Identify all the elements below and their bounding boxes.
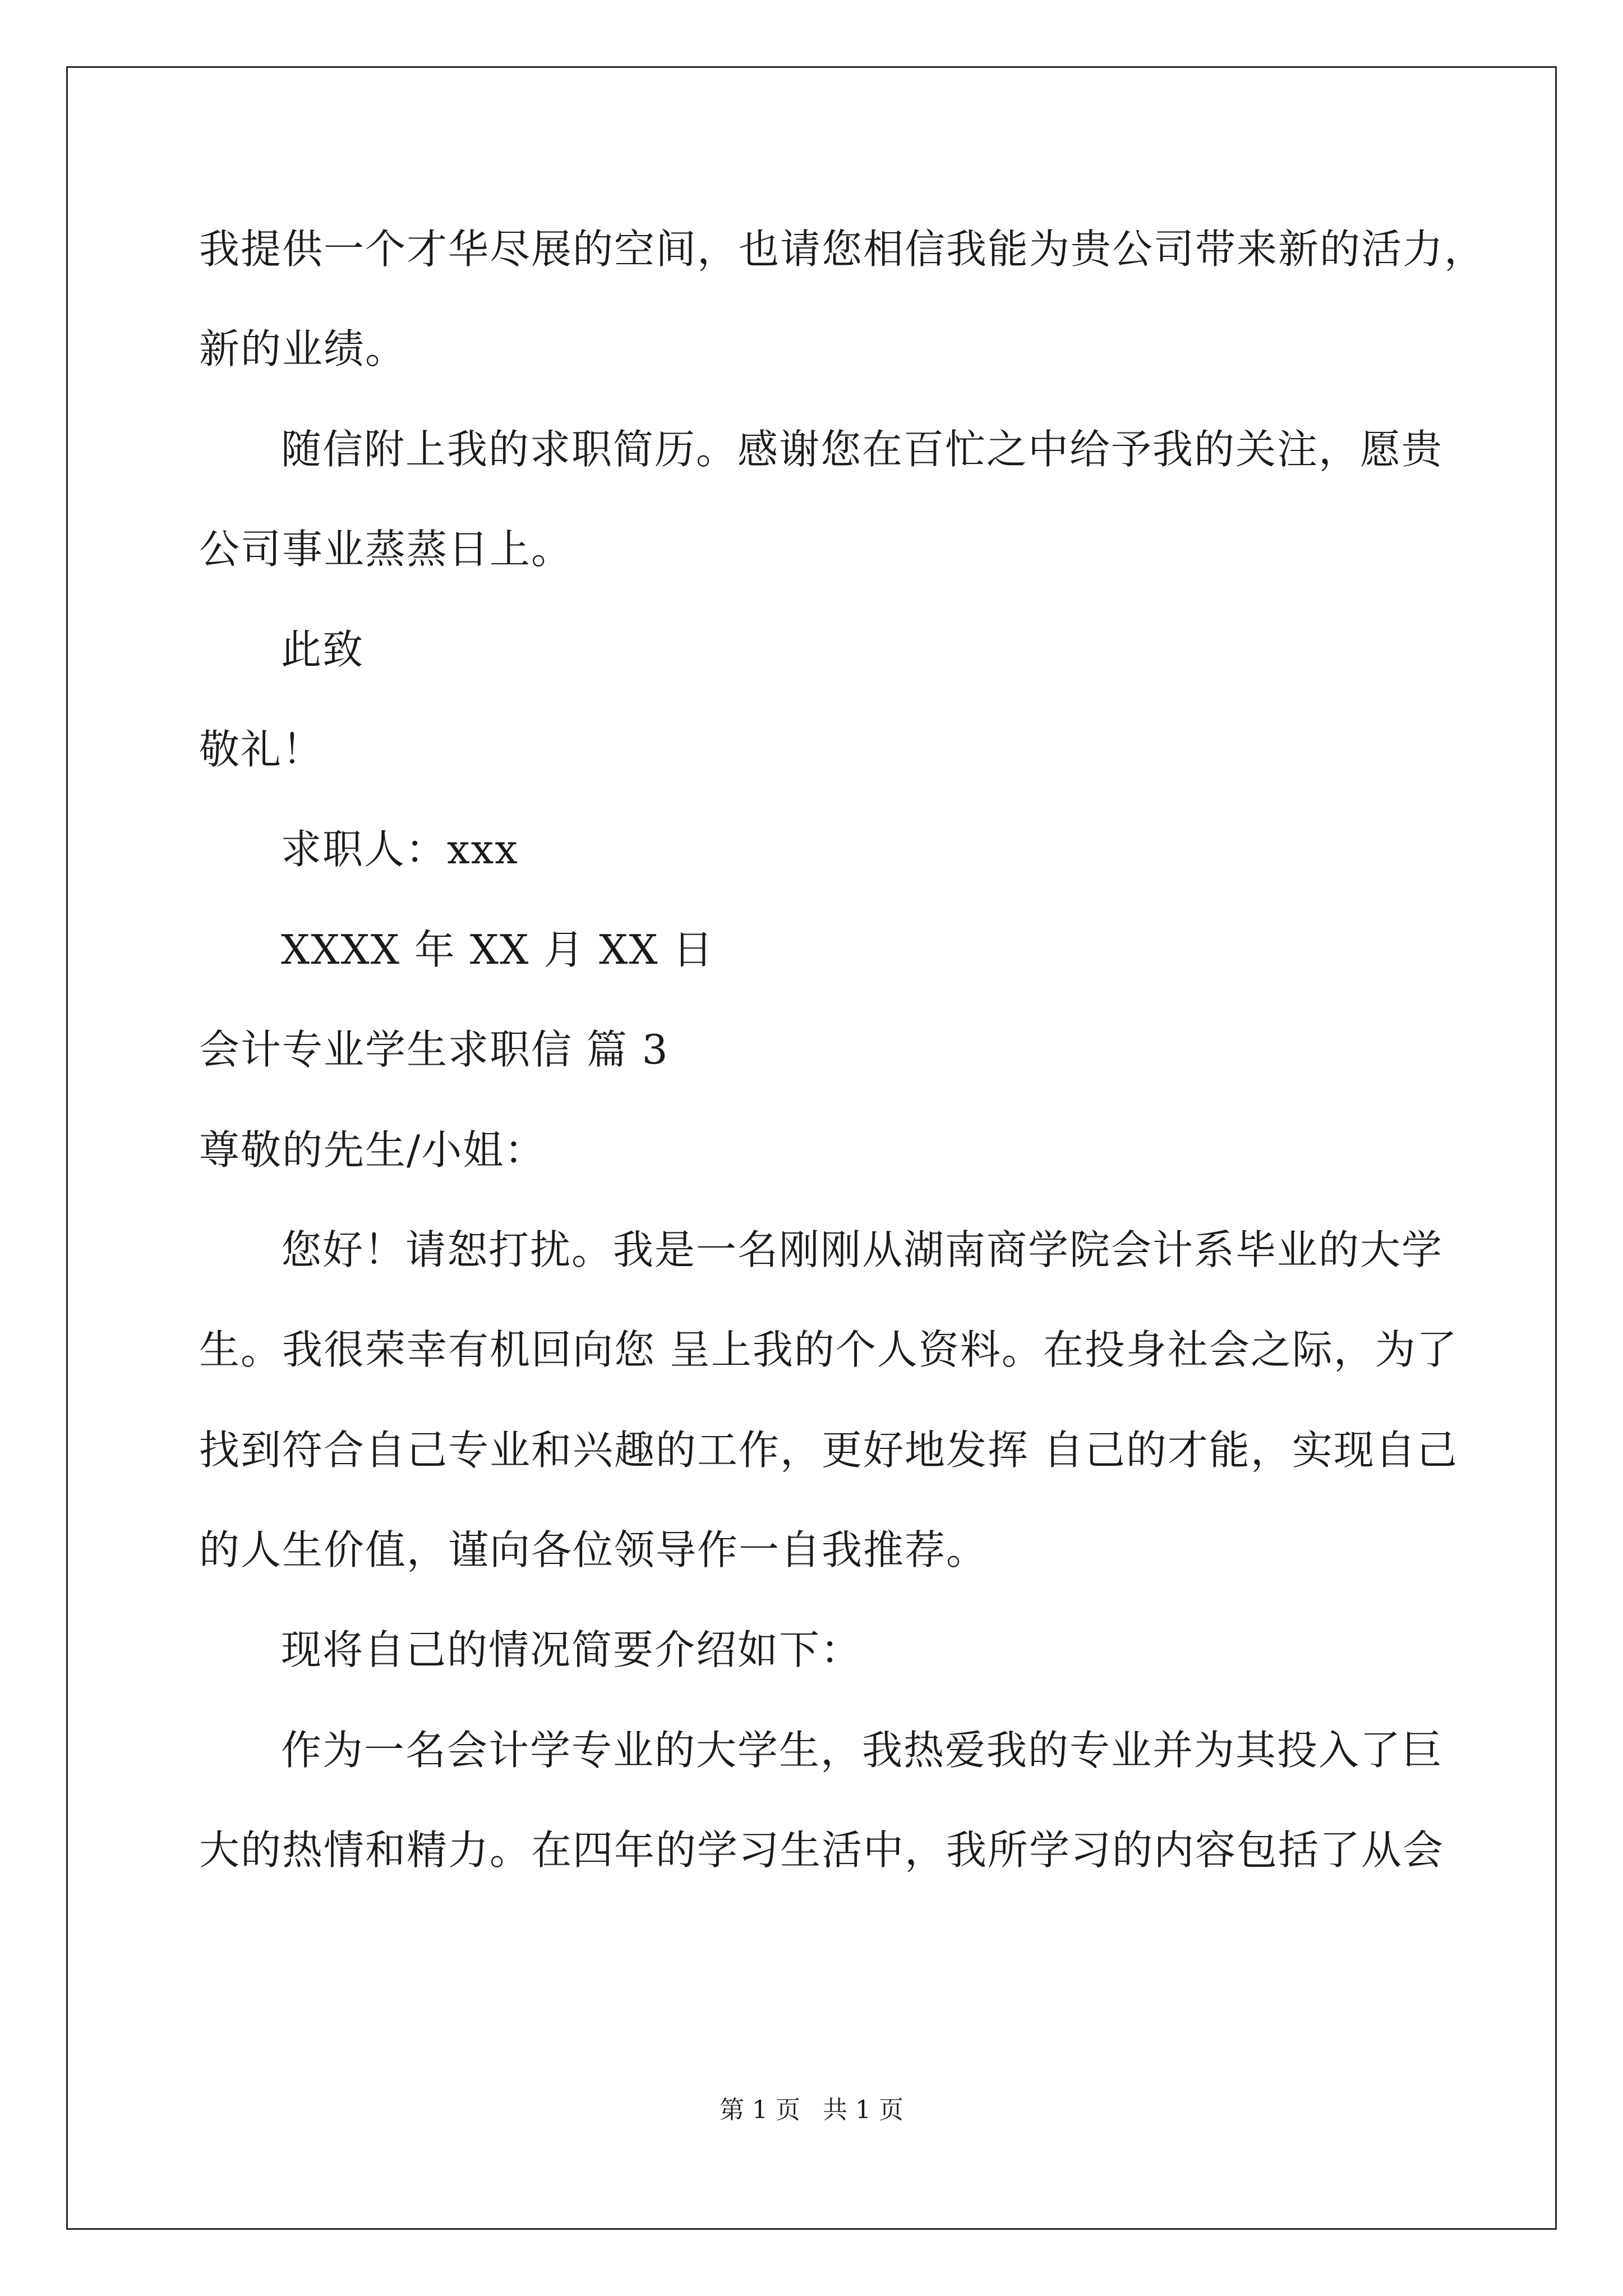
text-line: 找到符合自己专业和兴趣的工作，更好地发挥 自己的才能，实现自己 [199,1426,1458,1474]
section-title: 会计专业学生求职信 篇 3 [199,1026,669,1074]
text-line: 大的热情和精力。在四年的学习生活中，我所学习的内容包括了从会 [199,1826,1445,1874]
text-line: 我提供一个才华尽展的空间，也请您相信我能为贵公司带来新的活力， [199,226,1486,273]
text-line: 的人生价值，谨向各位领导作一自我推荐。 [199,1526,988,1574]
page-number-current: 第 1 页 [720,2096,800,2124]
closing-salutation: 此致 [281,625,365,673]
page-number-total: 共 1 页 [823,2096,903,2124]
closing-regards: 敬礼！ [199,725,324,773]
letter-date: XXXX 年 XX 月 XX 日 [281,926,714,973]
document-body [199,199,1486,1901]
greeting: 尊敬的先生/小姐： [199,1126,546,1174]
page-footer [0,2090,1623,2125]
text-line: 作为一名会计学专业的大学生，我热爱我的专业并为其投入了巨 [281,1726,1444,1774]
text-line: 生。我很荣幸有机回向您 呈上我的个人资料。在投身社会之际，为了 [199,1326,1458,1374]
applicant-signature: 求职人：xxx [281,826,519,873]
text-line: 现将自己的情况简要介绍如下： [281,1626,863,1674]
text-line: 公司事业蒸蒸日上。 [199,526,573,573]
text-line: 随信附上我的求职简历。感谢您在百忙之中给予我的关注，愿贵 [281,425,1444,473]
text-line: 您好！请恕打扰。我是一名刚刚从湖南商学院会计系毕业的大学 [281,1226,1444,1273]
text-line: 新的业绩。 [199,325,407,373]
